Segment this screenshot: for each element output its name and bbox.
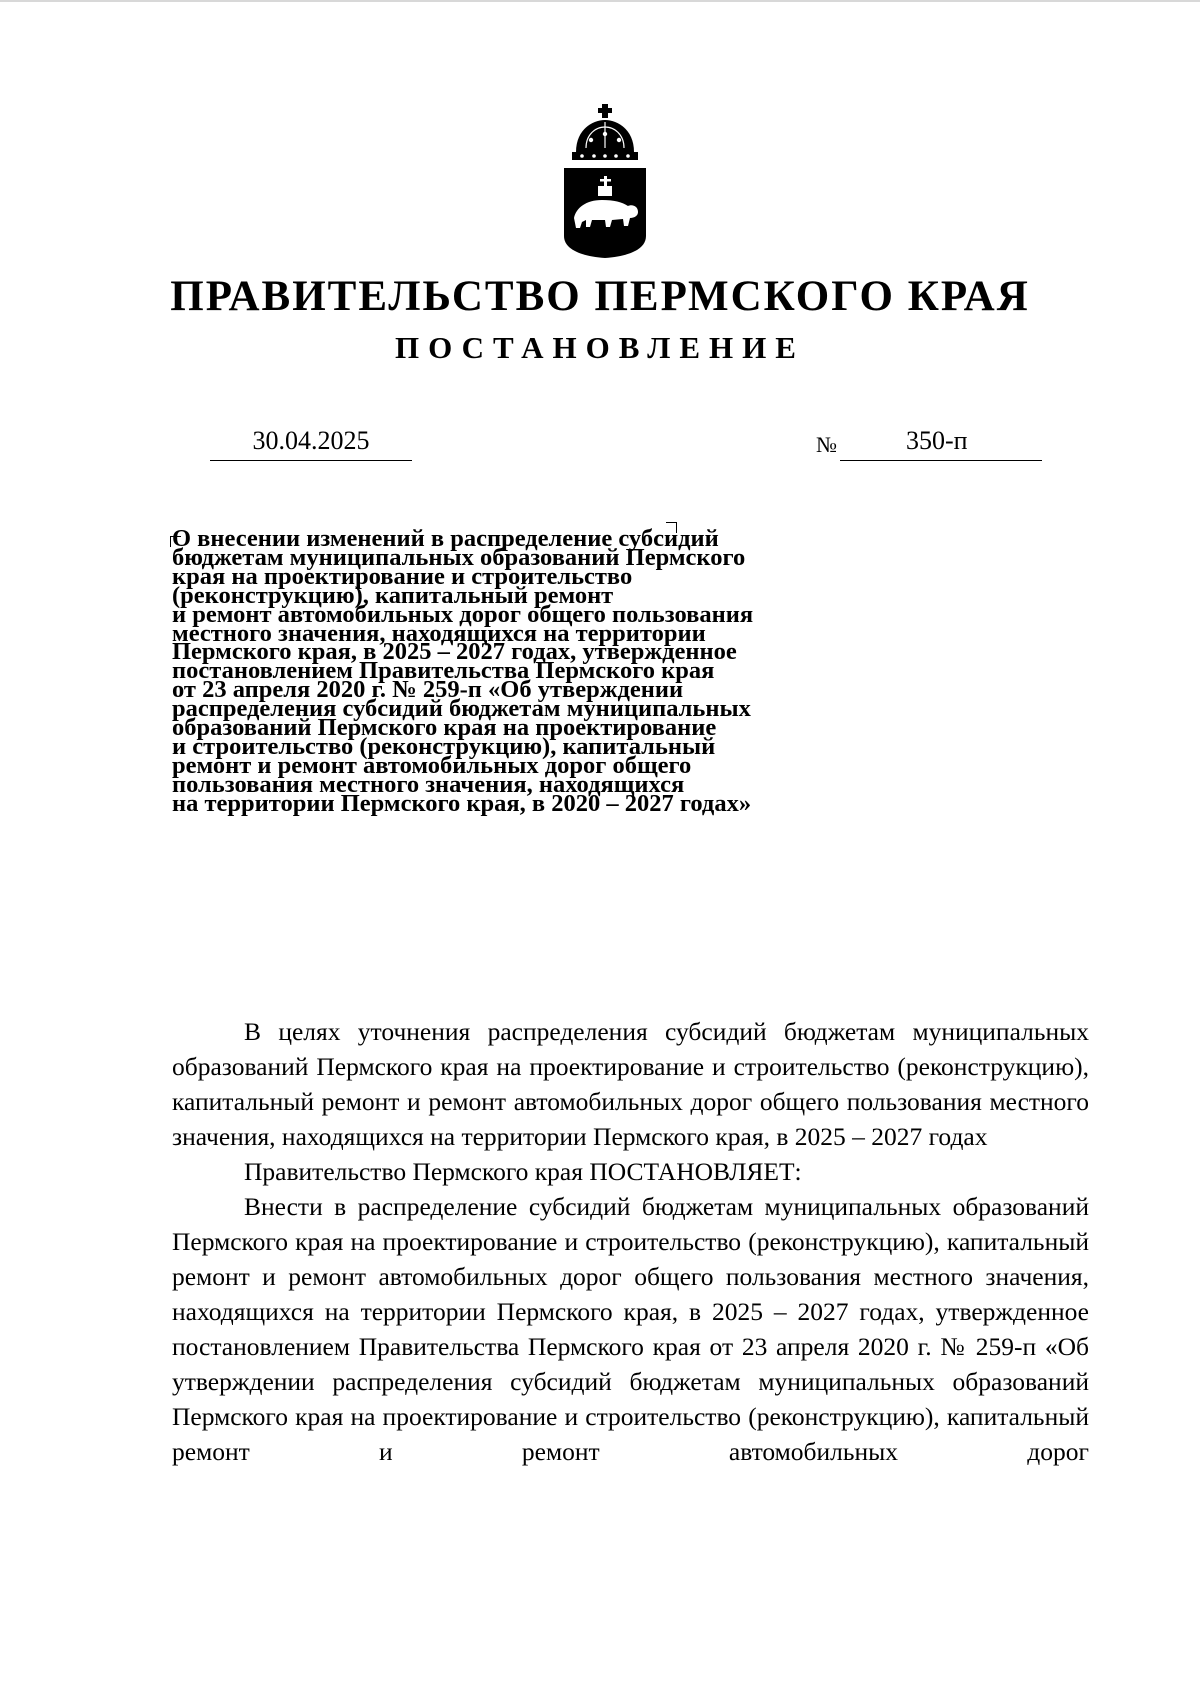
document-date: 30.04.2025	[210, 424, 412, 461]
scan-edge	[0, 0, 1200, 2]
subject-line: (реконструкцию), капитальный ремонт	[172, 581, 614, 609]
subject-line: края на проектирование и строительство	[172, 562, 633, 590]
subject-line: ремонт и ремонт автомобильных дорог общего	[172, 751, 692, 779]
perm-krai-coat-of-arms-icon	[558, 100, 652, 260]
body-paragraph-preamble: В целях уточнения распределения субсидий бюджетам муниципальных образований Пермского края на проектирование и строительство (реконструкцию), капитальный ремонт и ремонт автомобильных дорог общего пользования местного значения, находящихся на территории Пермского края, в 2025 – 2027 годах	[172, 1017, 1089, 1151]
subject-line: на территории Пермского края, в 2020 – 2027 годах»	[172, 789, 752, 817]
document-number-field	[840, 424, 1042, 461]
subject-line: распределения субсидий бюджетам муниципальных	[172, 695, 751, 723]
document-body	[172, 1014, 1089, 1469]
document-number: 350-п	[906, 426, 968, 455]
subject-line: образований Пермского края на проектирование	[172, 714, 717, 742]
document-type: ПОСТАНОВЛЕНИЕ	[395, 330, 805, 365]
subject-line: местного значения, находящихся на территории	[172, 619, 706, 647]
subject-line: и ремонт автомобильных дорог общего пользования	[172, 600, 754, 628]
subject-line: пользования местного значения, находящихся	[172, 770, 685, 798]
subject-line: от 23 апреля 2020 г. № 259-п «Об утверждении	[172, 676, 684, 704]
number-sign: №	[816, 432, 837, 457]
authority-title: ПРАВИТЕЛЬСТВО ПЕРМСКОГО КРАЯ	[170, 273, 1030, 320]
subject-line: бюджетам муниципальных образований Пермского	[172, 543, 746, 571]
subject-line: и строительство (реконструкцию), капитальный	[172, 732, 716, 760]
subject-line: Пермского края, в 2025 – 2027 годах, утвержденное	[172, 638, 737, 666]
body-paragraph-amendment: Внести в распределение субсидий бюджетам муниципальных образований Пермского края на проектирование и строительство (реконструкцию), капитальный ремонт и ремонт автомобильных дорог общего пользования местного значения, находящихся на территории Пермского края, в 2025 – 2027 годах, утвержденное постановлением Правительства Пермского края от 23 апреля 2020 г. № 259-п «Об утверждении распределения субсидий бюджетам муниципальных образований Пермского края на проектирование и строительство (реконструкцию), капитальный ремонт и ремонт автомобильных дорог	[172, 1192, 1089, 1466]
subject-line: постановлением Правительства Пермского края	[172, 657, 715, 685]
subject-line: О внесении изменений в распределение субсидий	[172, 525, 719, 552]
body-paragraph-resolves: Правительство Пермского края ПОСТАНОВЛЯЕТ:	[244, 1157, 802, 1186]
document-subject	[172, 525, 892, 817]
